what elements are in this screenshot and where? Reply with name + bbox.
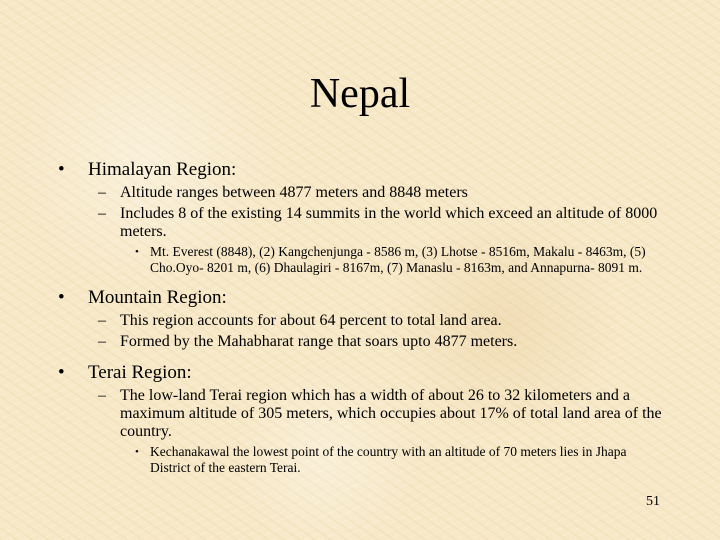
bullet-heading: Mountain Region: bbox=[88, 287, 227, 308]
dash-marker: – bbox=[98, 333, 106, 350]
sub-sub-bullet bbox=[135, 244, 662, 276]
bullet-marker: • bbox=[58, 287, 65, 308]
sub-bullet-text: Altitude ranges between 4877 meters and 8848 meters bbox=[120, 184, 468, 201]
sub-sub-bullet-text: Mt. Everest (8848), (2) Kangchenjunga - 8586 m, (3) Lhotse - 8516m, Makalu - 8463m, (5) Cho.Oyo- 8201 m, (6) Dhaulagiri - 8167m, (7) Manaslu - 8163m, and Annapurna- 8091 m. bbox=[150, 244, 646, 275]
bullet-marker: • bbox=[135, 246, 139, 258]
sub-bullet-text: The low-land Terai region which has a width of about 26 to 32 kilometers and a maximum altitude of 305 meters, which occupies about 17% of total land area of the country. bbox=[120, 387, 662, 440]
dash-marker: – bbox=[98, 387, 106, 404]
sub-bullet bbox=[98, 312, 665, 330]
sub-sub-bullet-text: Kechanakawal the lowest point of the country with an altitude of 70 meters lies in Jhapa District of the eastern Terai. bbox=[150, 444, 627, 475]
page-number: 51 bbox=[646, 494, 660, 509]
dash-marker: – bbox=[98, 205, 106, 222]
bullet-marker: • bbox=[135, 446, 139, 458]
bullet-marker: • bbox=[58, 362, 65, 383]
sub-bullet bbox=[98, 205, 665, 241]
bullet-terai-region bbox=[58, 362, 678, 384]
bullet-heading: Himalayan Region: bbox=[88, 159, 237, 180]
sub-bullet-text: Formed by the Mahabharat range that soars upto 4877 meters. bbox=[120, 333, 518, 350]
bullet-mountain-region bbox=[58, 287, 678, 309]
bullet-marker: • bbox=[58, 159, 65, 180]
slide-title: Nepal bbox=[309, 71, 411, 117]
sub-bullet bbox=[98, 387, 665, 441]
slide-content bbox=[0, 150, 720, 476]
bullet-heading: Terai Region: bbox=[88, 362, 192, 383]
sub-bullet bbox=[98, 184, 665, 202]
sub-sub-bullet bbox=[135, 444, 662, 476]
sub-bullet bbox=[98, 333, 665, 351]
dash-marker: – bbox=[98, 184, 106, 201]
sub-bullet-text: This region accounts for about 64 percent to total land area. bbox=[120, 312, 502, 329]
dash-marker: – bbox=[98, 312, 106, 329]
sub-bullet-text: Includes 8 of the existing 14 summits in the world which exceed an altitude of 8000 meters. bbox=[120, 205, 658, 240]
bullet-himalayan-region bbox=[58, 159, 678, 181]
